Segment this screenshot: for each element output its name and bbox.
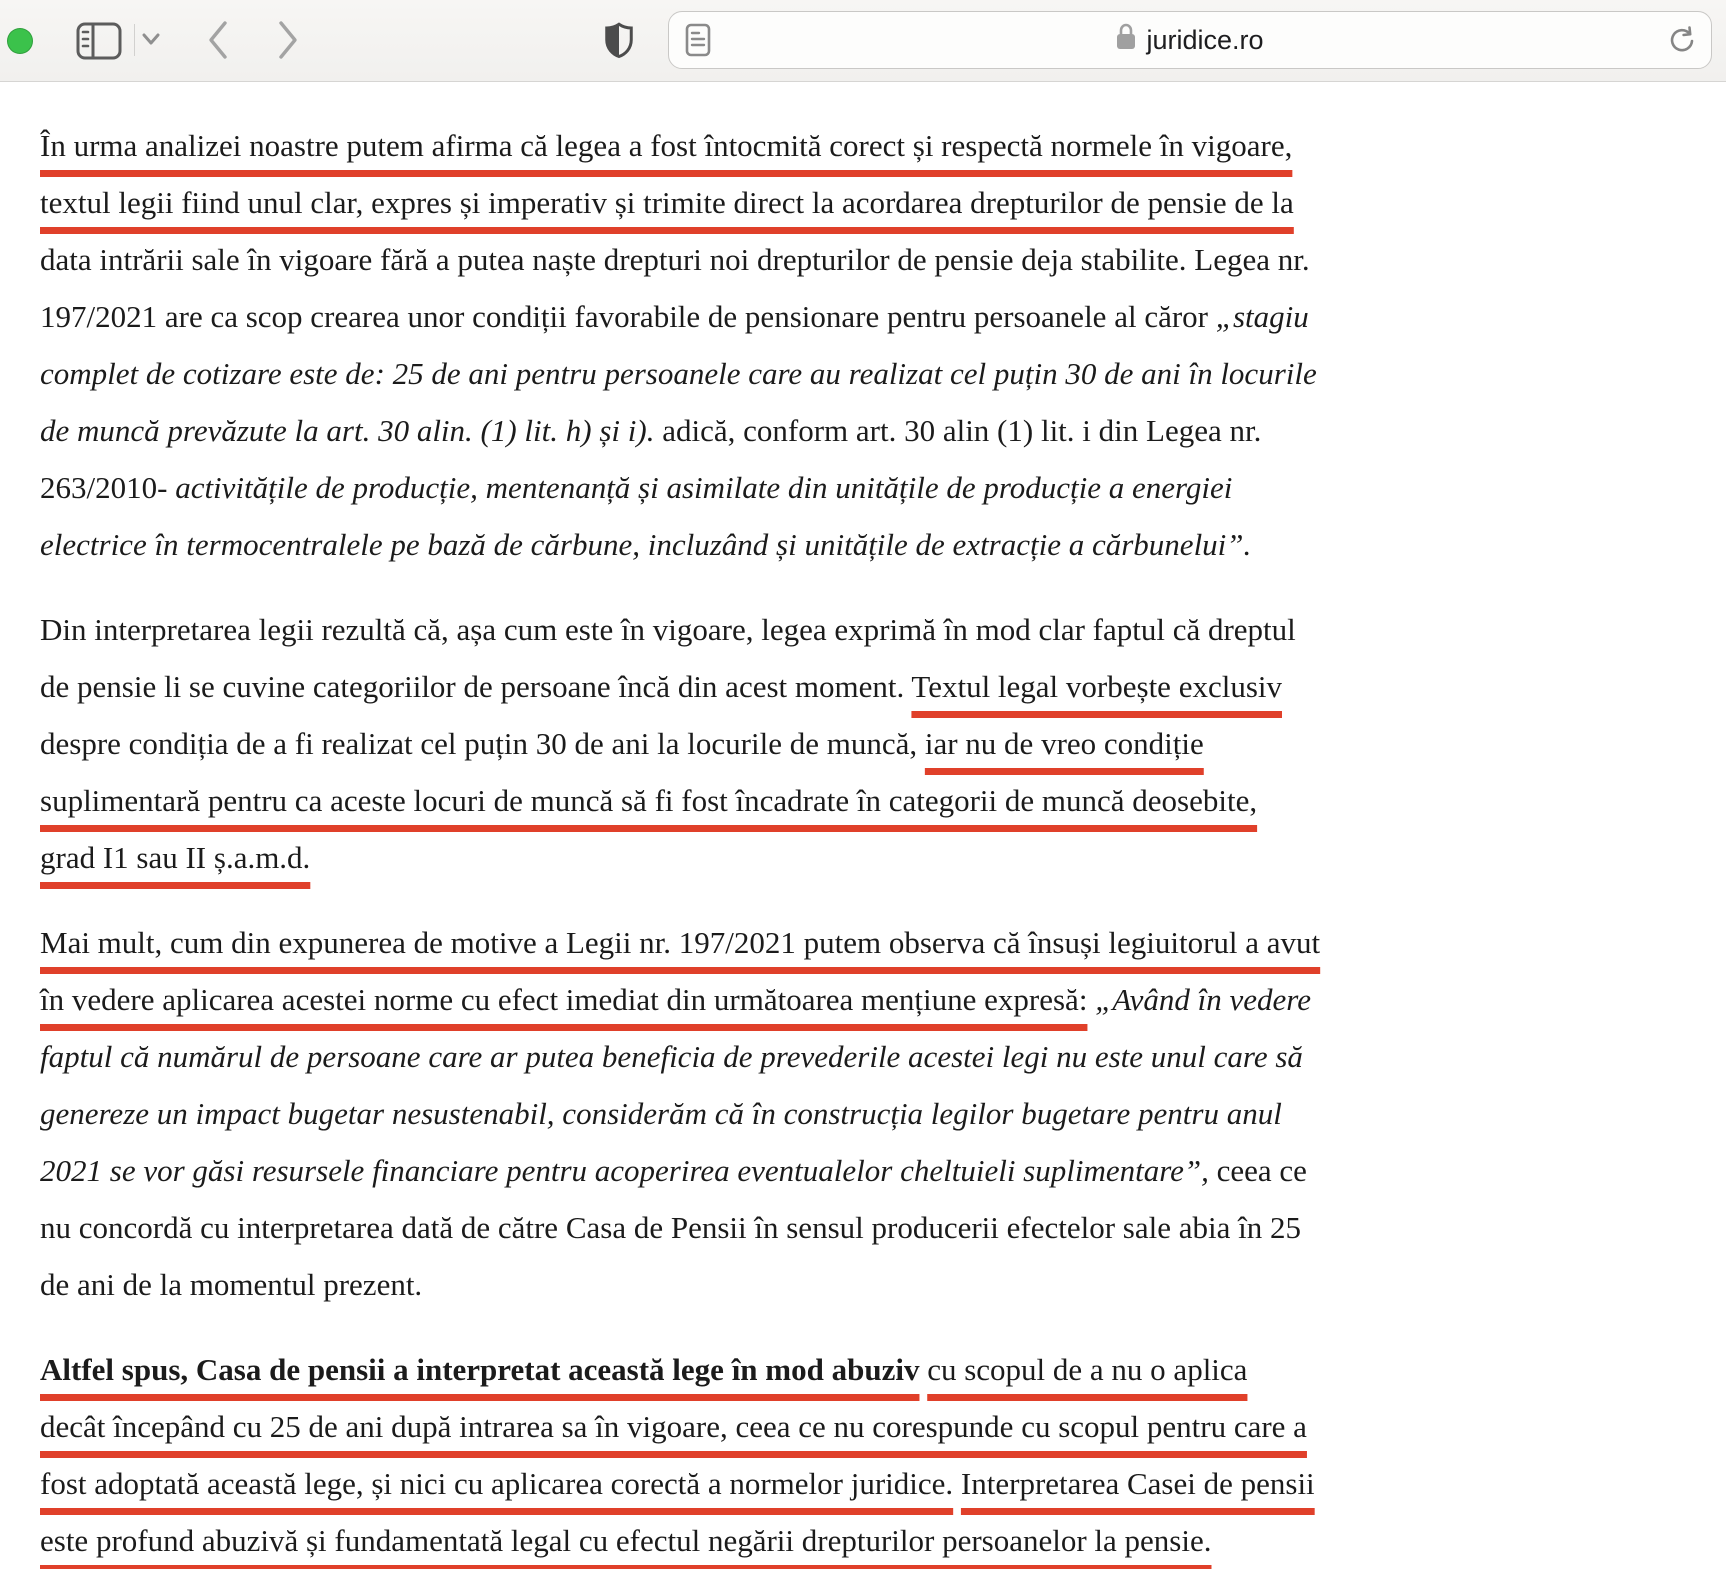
page-content (0, 82, 1726, 1569)
forward-button[interactable] (275, 19, 301, 64)
browser-toolbar (0, 0, 1726, 82)
text-line (40, 1028, 1690, 1085)
text-line (40, 288, 1690, 345)
underlined-text-segment: Textul legal vorbește exclusiv (911, 669, 1282, 704)
text-line (40, 117, 1690, 174)
sidebar-options-button[interactable] (141, 32, 161, 49)
text-segment: data intrării sale în vigoare fără a putea naște drepturi noi drepturilor de pensie deja stabilite. Legea nr. (40, 242, 1310, 277)
text-line (40, 1455, 1690, 1512)
text-line (40, 1256, 1690, 1313)
text-line (40, 174, 1690, 231)
text-line (40, 231, 1690, 288)
underlined-text-segment: fost adoptată această lege, și nici cu aplicarea corectă a normelor juridice. (40, 1466, 954, 1501)
reload-button[interactable] (1667, 25, 1697, 60)
shield-icon (604, 47, 634, 62)
text-line (40, 402, 1690, 459)
text-line (40, 658, 1690, 715)
chevron-down-icon (141, 34, 161, 49)
privacy-shield-button[interactable] (604, 22, 634, 62)
text-segment (953, 1466, 961, 1501)
text-segment: faptul că numărul de persoane care ar putea beneficia de prevederile acestei legi nu este unul care să (40, 1039, 1303, 1074)
url-text: juridice.ro (1146, 24, 1264, 55)
text-segment: 2021 se vor găsi resursele financiare pentru acoperirea eventualelor cheltuieli suplimentare”, (40, 1153, 1209, 1188)
text-line (40, 1142, 1690, 1199)
text-segment: genereze un impact bugetar nesustenabil, considerăm că în construcția legilor bugetare pentru anul (40, 1096, 1282, 1131)
sidebar-toggle-button[interactable] (76, 22, 122, 63)
text-segment: activitățile de producție, mentenanță și asimilate din unitățile de producție a energiei (175, 470, 1233, 505)
text-line (40, 971, 1690, 1028)
text-segment: de pensie li se cuvine categoriilor de persoane încă din acest moment. (40, 669, 912, 704)
text-segment: 263/2010- (40, 470, 176, 505)
chevron-right-icon (275, 49, 301, 64)
paragraph (40, 914, 1690, 1313)
underlined-text-segment: Mai mult, cum din expunerea de motive a Legii nr. 197/2021 putem observa că însuși legiuitorul a avut (40, 925, 1321, 960)
underlined-text-segment: este profund abuzivă și fundamentată legal cu efectul negării drepturilor persoanelor la pensie. (40, 1523, 1212, 1558)
underlined-text-segment: Interpretarea Casei de pensii (960, 1466, 1315, 1501)
text-line (40, 1398, 1690, 1455)
underlined-text-segment: cu scopul de a nu o aplica (927, 1352, 1248, 1387)
text-line (40, 601, 1690, 658)
paragraph (40, 1341, 1690, 1569)
sidebar-icon (76, 48, 122, 63)
text-segment: complet de cotizare este de: 25 de ani pentru persoanele care au realizat cel puțin 30 de ani în locurile (40, 356, 1317, 391)
article (40, 117, 1690, 1569)
underlined-text-segment: suplimentară pentru ca aceste locuri de muncă să fi fost încadrate în categorii de muncă deosebite, (40, 783, 1258, 818)
text-segment: electrice în termocentralele pe bază de cărbune, incluzând și unitățile de extracție a cărbunelui”. (40, 527, 1252, 562)
text-line (40, 914, 1690, 971)
underlined-text-segment: Altfel spus, Casa de pensii a interpretat această lege în mod abuziv (40, 1352, 920, 1387)
underlined-text-segment: textul legii fiind unul clar, expres și imperativ și trimite direct la acordarea drepturilor de pensie de la (40, 185, 1294, 220)
underlined-text-segment: grad I1 sau II ș.a.m.d. (40, 840, 311, 875)
text-line (40, 516, 1690, 573)
text-segment: 197/2021 are ca scop crearea unor condiții favorabile de pensionare pentru persoanele al căror (40, 299, 1216, 334)
text-line (40, 1085, 1690, 1142)
text-line (40, 1512, 1690, 1569)
text-line (40, 715, 1690, 772)
text-segment: despre condiția de a fi realizat cel puțin 30 de ani la locurile de muncă, (40, 726, 925, 761)
text-segment: de ani de la momentul prezent. (40, 1267, 423, 1302)
lock-icon (1116, 23, 1136, 57)
reload-icon (1667, 45, 1697, 60)
text-segment: „stagiu (1215, 299, 1309, 334)
url-display (669, 12, 1711, 68)
text-line (40, 1341, 1690, 1398)
window-traffic-light-green[interactable] (7, 28, 33, 54)
address-bar[interactable] (668, 11, 1712, 69)
underlined-text-segment: iar nu de vreo condiție (924, 726, 1204, 761)
paragraph (40, 117, 1690, 573)
text-line (40, 459, 1690, 516)
chevron-left-icon (205, 49, 231, 64)
back-button[interactable] (205, 19, 231, 64)
text-segment: de muncă prevăzute la art. 30 alin. (1) lit. h) și i). (40, 413, 655, 448)
text-segment: nu concordă cu interpretarea dată de către Casa de Pensii în sensul producerii efectelor sale abia în 25 (40, 1210, 1301, 1245)
text-line (40, 829, 1690, 886)
text-segment: Din interpretarea legii rezultă că, așa cum este în vigoare, legea exprimă în mod clar faptul că dreptul (40, 612, 1296, 647)
underlined-text-segment: decât începând cu 25 de ani după intrarea sa în vigoare, ceea ce nu corespunde cu scopul pentru care a (40, 1409, 1307, 1444)
underlined-text-segment: În urma analizei noastre putem afirma că legea a fost întocmită corect și respectă normele în vigoare, (40, 128, 1293, 163)
text-line (40, 1199, 1690, 1256)
text-line (40, 772, 1690, 829)
text-line (40, 345, 1690, 402)
toolbar-divider (134, 24, 135, 56)
text-segment: „Având în vedere (1095, 982, 1311, 1017)
underlined-text-segment: în vedere aplicarea acestei norme cu efect imediat din următoarea mențiune expresă: (40, 982, 1088, 1017)
text-segment: adică, conform art. 30 alin (1) lit. i din Legea nr. (654, 413, 1262, 448)
paragraph (40, 601, 1690, 886)
text-segment: ceea ce (1208, 1153, 1307, 1188)
